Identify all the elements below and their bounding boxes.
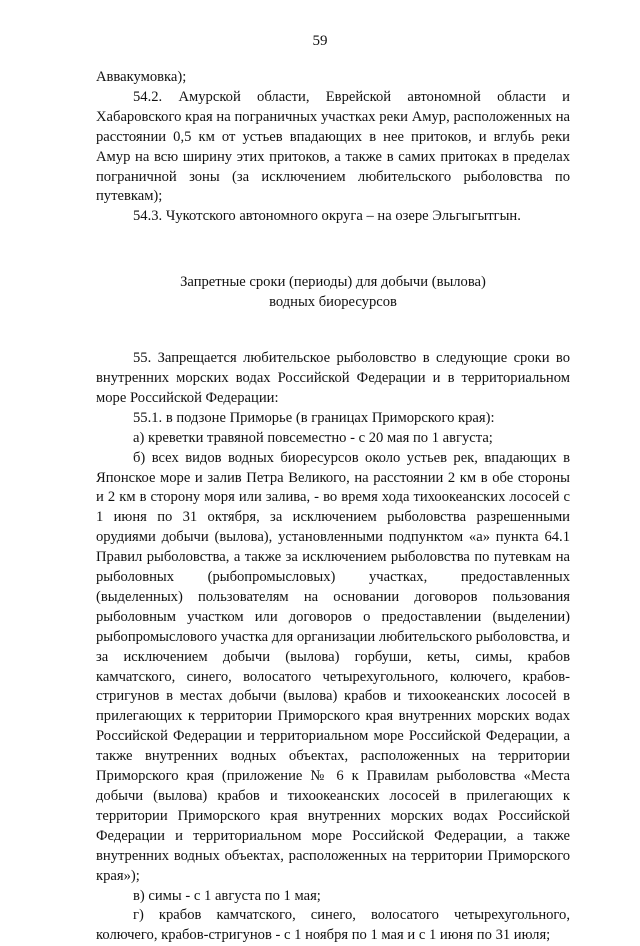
paragraph-continuation: Аввакумовка); xyxy=(96,69,187,85)
paragraph-54-2: 54.2. Амурской области, Еврейской автономной области и Хабаровского края на пограничных участках реки Амур, расположенных на расстоянии 0,5 км от устьев впадающих в нее притоков, и вглубь реки Амур на всю ширину этих притоков, а также в самих притоках в пределах пограничной зоны (за исключением любительского рыболовства по путевкам); xyxy=(96,88,570,205)
paragraph-55: 55. Запрещается любительское рыболовство в следующие сроки во внутренних морских водах Российской Федерации и в территориальном море Российской Федерации: xyxy=(96,350,570,406)
paragraph-55-1-a: а) креветки травяной повсеместно - с 20 мая по 1 августа; xyxy=(133,429,493,446)
heading-line-1: Запретные сроки (периоды) для добычи (вылова) xyxy=(180,274,486,291)
paragraph-54-3: 54.3. Чукотского автономного округа – на озере Эльгыгытгын. xyxy=(133,208,521,225)
heading-line-2: водных биоресурсов xyxy=(269,294,397,311)
section-heading xyxy=(96,273,570,313)
paragraph-55-1-v: в) симы - с 1 августа по 1 мая; xyxy=(133,887,321,904)
paragraph-55-1-b: б) всех видов водных биоресурсов около устьев рек, впадающих в Японское море и залив Петра Великого, на расстоянии 2 км в обе стороны и 2 км в сторону моря или залива, - во время хода тихоокеанских лососей с 1 июня по 31 октября, за исключением рыболовства разрешенными орудиями добычи (вылова), установленными подпунктом «а» пункта 64.1 Правил рыболовства, а также за исключением рыболовства по путевкам на рыболовных (рыбопромысловых) участках, предоставленных (выделенных) пользователям на основании договоров пользования рыболовным участком или договоров о предоставлении (выделении) рыбопромыслового участка для организации любительского рыболовства, и за исключением добычи (вылова) горбуши, кеты, симы, крабов камчатского, синего, волосатого четырехугольного, колючего, крабов-стригунов в местах добычи (вылова) крабов и тихоокеанских лососей в прилегающих к территории Приморского края внутренних морских водах Российской Федерации и территориальном море Российской Федерации, а также внутренних водных объектах, расположенных на территории Приморского края (приложение № 6 к Правилам рыболовства «Места добычи (вылова) крабов и тихоокеанских лососей в прилегающих к территории Приморского края внутренних морских водах Российской Федерации и территориальном море Российской Федерации, а также внутренних водных объектах, расположенных на территории Приморского края»); xyxy=(96,449,570,884)
page-number: 59 xyxy=(312,33,328,49)
paragraph-55-1-g: г) крабов камчатского, синего, волосатого четырехугольного, колючего, крабов-стригунов - с 1 ноября по 1 мая и с 1 июня по 31 июля; xyxy=(96,907,570,944)
paragraph-55-1: 55.1. в подзоне Приморье (в границах Приморского края): xyxy=(133,409,495,426)
document-body xyxy=(96,68,570,946)
